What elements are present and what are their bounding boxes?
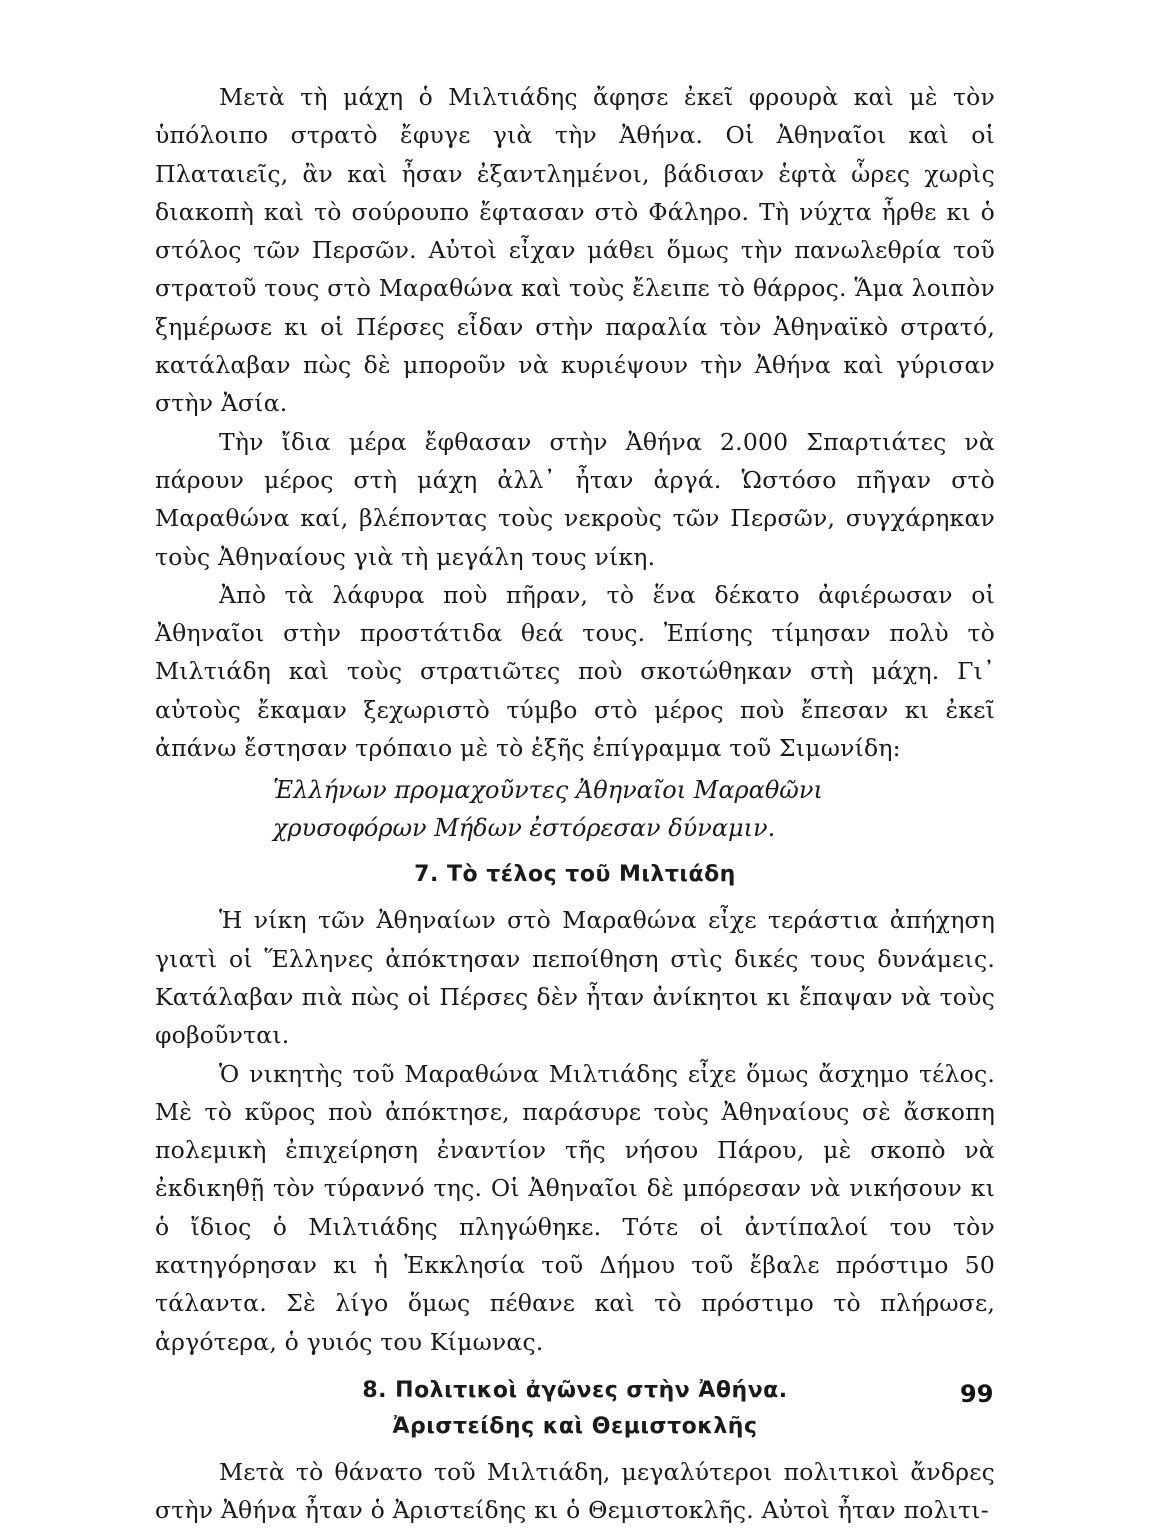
page-number: 99 [960, 1380, 994, 1408]
paragraph-spoils: Ἀπὸ τὰ λάφυρα ποὺ πῆραν, τὸ ἕνα δέκατο ἀφιέρωσαν οἱ Ἀθηναῖοι στὴν προστάτιδα θεά τους. Ἐπίσης τίμησαν πολὺ τὸ Μιλτιάδη καὶ τοὺς στρατιῶτες ποὺ σκοτώθηκαν στὴ μάχη. Γι᾽ αὐτοὺς ἔκαμαν ξεχωριστὸ τύμβο στὸ μέρος ποὺ ἔπεσαν κι ἐκεῖ ἀπάνω ἔστησαν τρόπαιο μὲ τὸ ἑξῆς ἐπίγραμμα τοῦ Σιμωνίδη: [155, 580, 995, 763]
paragraph-miltiades-end: Ὁ νικητὴς τοῦ Μαραθώνα Μιλτιάδης εἶχε ὅμως ἄσχημο τέλος. Μὲ τὸ κῦρος ποὺ ἀπόκτησε, παράσυρε τοὺς Ἀθηναίους σὲ ἄσκοπη πολεμικὴ ἐπιχείρηση ἐναντίον τῆς νήσου Πάρου, μὲ σκοπὸ νὰ ἐκδικηθῇ τὸν τύραννό της. Οἱ Ἀθηναῖοι δὲ μπόρεσαν νὰ νικήσουν κι ὁ ἴδιος ὁ Μιλτιάδης πληγώθηκε. Τότε οἱ ἀντίπαλοί του τὸν κατηγόρησαν κι ἡ Ἐκκλησία τοῦ Δήμου τοῦ ἔβαλε πρόστιμο 50 τάλαντα. Σὲ λίγο ὅμως πέθανε καὶ τὸ πρόστιμο τὸ πλήρωσε, ἀργότερα, ὁ γυιός του Κίμωνας. [155, 1059, 995, 1356]
section-7-heading: 7. Τὸ τέλος τοῦ Μιλτιάδη [414, 862, 736, 888]
paragraph-spartans: Τὴν ἴδια μέρα ἔφθασαν στὴν Ἀθήνα 2.000 Σπαρτιάτες νὰ πάρουν μέρος στὴ μάχη ἀλλ᾽ ἦταν ἀργά. Ὡστόσο πῆγαν στὸ Μαραθώνα καί, βλέποντας τοὺς νεκροὺς τῶν Περσῶν, συγχάρηκαν τοὺς Ἀθηναίους γιὰ τὴ μεγάλη τους νίκη. [155, 427, 995, 571]
epigram-line-2: χρυσοφόρων Μήδων ἐστόρεσαν δύναμιν. [273, 814, 776, 843]
section-8-heading-line-1: 8. Πολιτικοὶ ἀγῶνες στὴν Ἀθήνα. [362, 1377, 788, 1403]
section-8-heading [155, 1361, 995, 1453]
paragraph-aristeides-themistocles: Μετὰ τὸ θάνατο τοῦ Μιλτιάδη, μεγαλύτεροι πολιτικοὶ ἄνδρες στὴν Ἀθήνα ἦταν ὁ Ἀριστείδης κι ὁ Θεμιστοκλῆς. Αὐτοὶ ἦταν πολιτι- [155, 1457, 995, 1525]
page-content [155, 78, 995, 1530]
paragraph-victory-echo: Ἡ νίκη τῶν Ἀθηναίων στὸ Μαραθώνα εἶχε τεράστια ἀπήχηση γιατὶ οἱ Ἕλληνες ἀπόκτησαν πεποίθηση στὶς δικές τους δυνάμεις. Κατάλαβαν πιὰ πὼς οἱ Πέρσες δὲν ἦταν ἀνίκητοι κι ἔπαψαν νὰ τοὺς φοβοῦνται. [155, 906, 995, 1050]
paragraph-aftermath: Μετὰ τὴ μάχη ὁ Μιλτιάδης ἄφησε ἐκεῖ φρουρὰ καὶ μὲ τὸν ὑπόλοιπο στρατὸ ἔφυγε γιὰ τὴν Ἀθήνα. Οἱ Ἀθηναῖοι καὶ οἱ Πλαταιεῖς, ἂν καὶ ἦσαν ἐξαντλημένοι, βάδισαν ἑφτὰ ὧρες χωρὶς διακοπὴ καὶ τὸ σούρουπο ἔφτασαν στὸ Φάληρο. Τὴ νύχτα ἦρθε κι ὁ στόλος τῶν Περσῶν. Αὐτοὶ εἶχαν μάθει ὅμως τὴν πανωλεθρία τοῦ στρατοῦ τους στὸ Μαραθώνα καὶ τοὺς ἔλειπε τὸ θάρρος. Ἅμα λοιπὸν ξημέρωσε κι οἱ Πέρσες εἶδαν στὴν παραλία τὸν Ἀθηναϊκὸ στρατό, κατάλαβαν πὼς δὲ μποροῦν νὰ κυριέψουν τὴν Ἀθήνα καὶ γύρισαν στὴν Ἀσία. [155, 83, 995, 418]
simonides-epigram [273, 767, 995, 847]
epigram-line-1: Ἑλλήνων προμαχοῦντες Ἀθηναῖοι Μαραθῶνι [273, 776, 823, 805]
section-8-heading-line-2: Ἀριστείδης καὶ Θεμιστοκλῆς [392, 1413, 758, 1439]
